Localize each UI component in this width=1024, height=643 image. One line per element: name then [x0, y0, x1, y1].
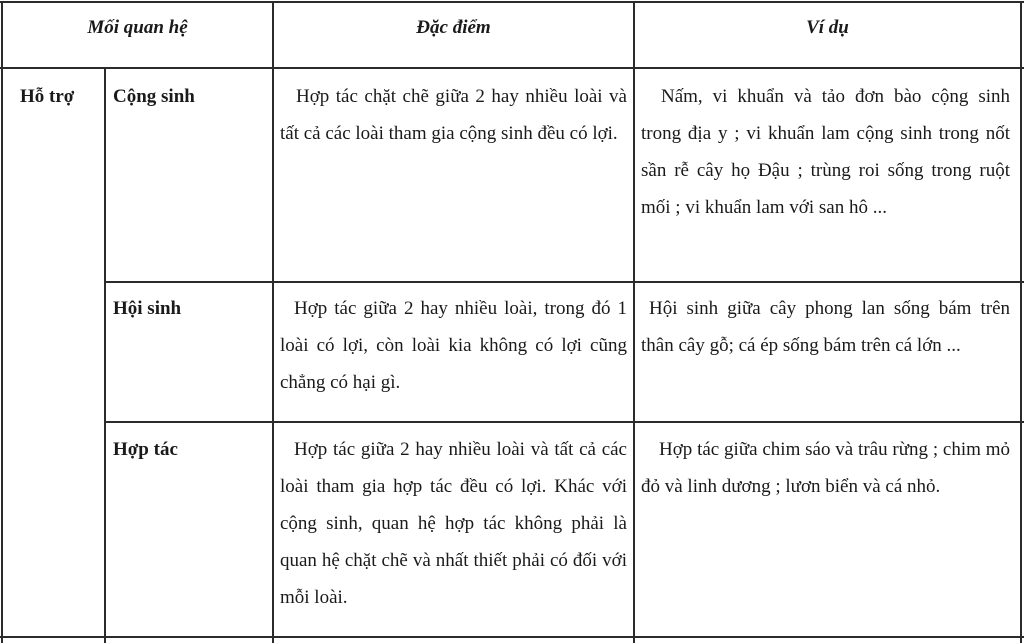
header-relation: Mối quan hệ	[87, 17, 188, 38]
row-example: Nấm, vi khuẩn và tảo đơn bào cộng sinh trong địa y ; vi khuẩn lam cộng sinh trong nốt sần rễ cây họ Đậu ; trùng roi sống trong ruột mối ; vi khuẩn lam với san hô ...	[641, 86, 1010, 218]
table-border-top	[0, 1, 1024, 3]
row-feature: Hợp tác chặt chẽ giữa 2 hay nhiều loài và tất cả các loài tham gia cộng sinh đều có lợi.	[280, 86, 627, 144]
row-feature: Hợp tác giữa 2 hay nhiều loài, trong đó 1 loài có lợi, còn loài kia không có lợi cũng chẳng có hại gì.	[280, 298, 627, 393]
group-label: Hỗ trợ	[20, 86, 75, 107]
table-border-right	[1020, 1, 1022, 643]
table-border-left	[1, 1, 3, 643]
column-divider-example	[633, 1, 635, 643]
header-example: Ví dụ	[806, 17, 849, 38]
header-feature: Đặc điểm	[416, 17, 491, 38]
row-feature: Hợp tác giữa 2 hay nhiều loài và tất cả các loài tham gia hợp tác đều có lợi. Khác với cộng sinh, quan hệ hợp tác không phải là quan hệ chặt chẽ và nhất thiết phải có đối với mỗi loài.	[280, 439, 627, 608]
row-name: Cộng sinh	[113, 86, 195, 107]
row-divider-1	[104, 281, 1024, 283]
row-divider-3	[0, 636, 1024, 638]
column-divider-group	[104, 67, 106, 643]
row-name: Hợp tác	[113, 439, 178, 460]
row-name: Hội sinh	[113, 298, 182, 319]
row-example: Hội sinh giữa cây phong lan sống bám trên thân cây gỗ; cá ép sống bám trên cá lớn ...	[641, 298, 1010, 356]
row-example: Hợp tác giữa chim sáo và trâu rừng ; chim mỏ đỏ và linh dương ; lươn biển và cá nhỏ.	[641, 439, 1010, 497]
column-divider-feature	[272, 1, 274, 643]
row-divider-2	[104, 421, 1024, 423]
header-divider	[0, 67, 1024, 69]
